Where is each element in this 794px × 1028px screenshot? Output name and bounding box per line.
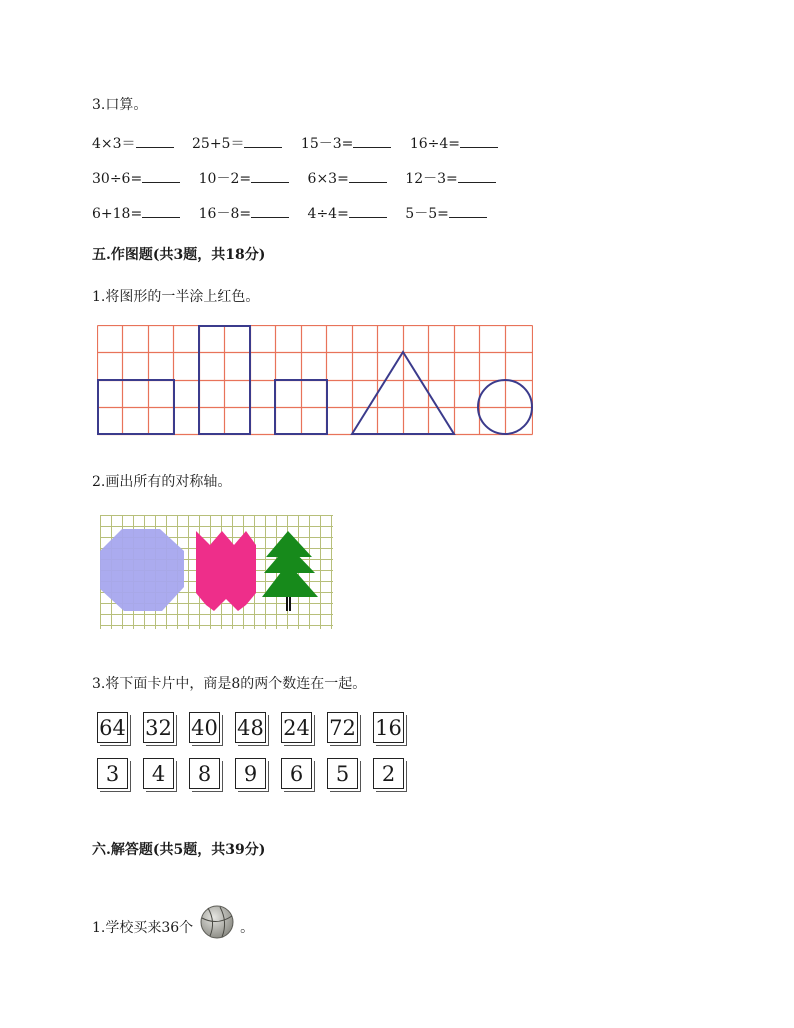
answer-q1-suffix: 。 <box>240 920 255 936</box>
calc-expr: 16÷4= <box>409 136 460 152</box>
calc-expr: 25+5＝ <box>192 136 245 152</box>
number-card[interactable]: 72 <box>327 712 358 743</box>
calc-expr: 15－3= <box>300 136 354 152</box>
number-card[interactable]: 6 <box>281 758 312 789</box>
calc-expr: 4×3＝ <box>92 136 136 152</box>
number-card[interactable]: 48 <box>235 712 266 743</box>
calc-row-1 <box>92 133 512 153</box>
calc-item <box>92 205 180 222</box>
answer-blank[interactable] <box>142 205 180 218</box>
answer-blank[interactable] <box>458 170 496 183</box>
calc-item <box>308 205 387 222</box>
calc-item <box>405 168 495 188</box>
number-card[interactable]: 8 <box>189 758 220 789</box>
calc-item <box>92 133 174 153</box>
bottom-card-row <box>97 758 404 789</box>
red-grid-figure[interactable] <box>97 325 533 437</box>
calc-expr: 6×3= <box>307 171 349 187</box>
section-6-heading: 六.解答题(共5题，共39分) <box>92 842 266 858</box>
answer-blank[interactable] <box>136 135 174 148</box>
calc-expr: 30÷6= <box>92 171 143 187</box>
section-5-heading: 五.作图题(共3题，共18分) <box>92 247 266 263</box>
number-card[interactable]: 2 <box>373 758 404 789</box>
calc-item <box>410 135 498 152</box>
number-card[interactable]: 40 <box>189 712 220 743</box>
tulip-shape[interactable] <box>196 531 256 611</box>
answer-blank[interactable] <box>353 135 391 148</box>
answer-blank[interactable] <box>349 205 387 218</box>
oral-calc-heading: 3.口算。 <box>92 97 148 113</box>
number-card[interactable]: 5 <box>327 758 358 789</box>
calc-item <box>308 170 387 187</box>
answer-q1-line <box>92 904 254 940</box>
calc-item <box>301 133 391 153</box>
answer-blank[interactable] <box>251 205 289 218</box>
calc-expr: 10－2= <box>198 171 252 187</box>
calc-row-3 <box>92 203 501 223</box>
symmetry-grid-figure[interactable] <box>100 515 334 630</box>
number-card[interactable]: 4 <box>143 758 174 789</box>
calc-expr: 4÷4= <box>307 206 349 222</box>
calc-item <box>199 203 289 223</box>
answer-blank[interactable] <box>244 135 282 148</box>
number-card[interactable]: 24 <box>281 712 312 743</box>
basketball-icon <box>198 904 236 940</box>
calc-item <box>405 203 487 223</box>
calc-row-2 <box>92 168 510 188</box>
number-card[interactable]: 3 <box>97 758 128 789</box>
number-card[interactable]: 64 <box>97 712 128 743</box>
calc-item <box>92 170 180 187</box>
answer-q1-text: 1.学校买来36个 <box>92 920 194 936</box>
number-card[interactable]: 16 <box>373 712 404 743</box>
q1-text: 1.将图形的一半涂上红色。 <box>92 289 260 305</box>
q2-text: 2.画出所有的对称轴。 <box>92 474 232 490</box>
calc-expr: 5－5= <box>405 206 449 222</box>
number-card[interactable]: 32 <box>143 712 174 743</box>
calc-expr: 16－8= <box>198 206 252 222</box>
answer-blank[interactable] <box>349 170 387 183</box>
answer-blank[interactable] <box>460 135 498 148</box>
octagon-shape[interactable] <box>100 529 184 611</box>
calc-expr: 6+18= <box>92 206 143 222</box>
top-card-row <box>97 712 404 743</box>
calc-expr: 12－3= <box>405 171 458 187</box>
answer-blank[interactable] <box>449 205 487 218</box>
answer-blank[interactable] <box>142 170 180 183</box>
calc-item <box>199 168 289 188</box>
q3-text: 3.将下面卡片中，商是8的两个数连在一起。 <box>92 676 367 692</box>
calc-item <box>192 133 282 153</box>
number-card[interactable]: 9 <box>235 758 266 789</box>
answer-blank[interactable] <box>251 170 289 183</box>
